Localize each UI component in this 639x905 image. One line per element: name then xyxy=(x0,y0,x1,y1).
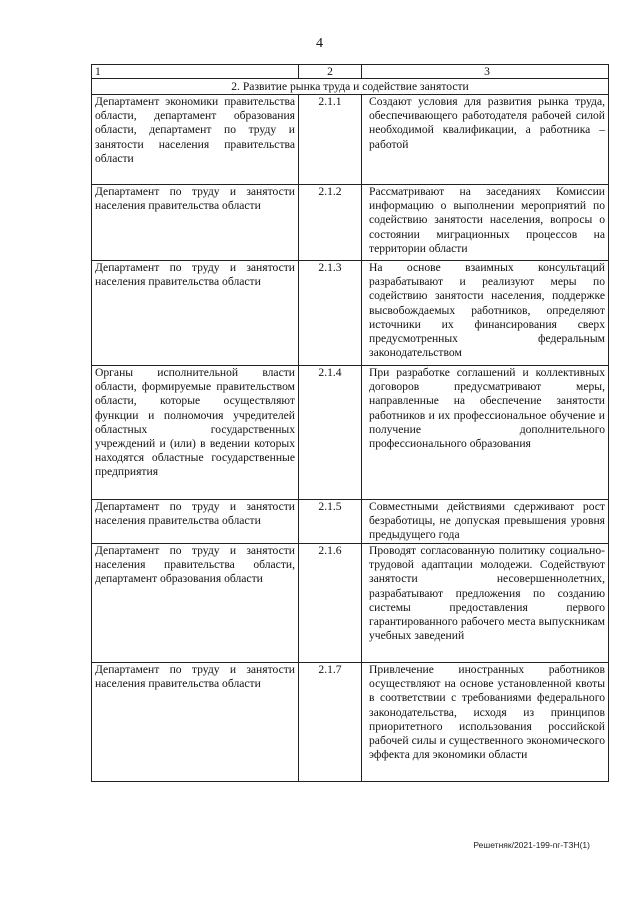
table-row xyxy=(92,500,609,544)
item-text: Рассматривают на заседаниях Комиссии информацию о выполнении мероприятий по содействию занятости населения, вопросы о состоянии миграционных процессов на территории области xyxy=(362,185,609,261)
item-text: Проводят согласованную политику социально-трудовой адаптации молодежи. Содействуют занятости несовершеннолетних, разрабатывают предложения по созданию системы предоставления первого гарантированного рабочего места выпускникам учебных заведений xyxy=(362,544,609,663)
table-row xyxy=(92,261,609,366)
table-header-row xyxy=(92,65,609,79)
item-text: Совместными действиями сдерживают рост безработицы, не допуская превышения уровня предыдущего года xyxy=(362,500,609,544)
item-number: 2.1.1 xyxy=(299,95,362,185)
table-row xyxy=(92,95,609,185)
item-number: 2.1.5 xyxy=(299,500,362,544)
header-cell-2: 2 xyxy=(299,65,362,79)
responsible-org: Департамент по труду и занятости населения правительства области xyxy=(92,663,299,782)
page-number: 4 xyxy=(316,36,323,51)
responsible-org: Департамент по труду и занятости населения правительства области, департамент образования области xyxy=(92,544,299,663)
item-number: 2.1.6 xyxy=(299,544,362,663)
item-text: Привлечение иностранных работников осуществляют на основе установленной квоты в соответствии с требованиями федерального законодательства, исходя из принципов приоритетного использования российской рабочей силы и существенного экономического эффекта для экономики области xyxy=(362,663,609,782)
header-cell-3: 3 xyxy=(362,65,609,79)
item-number: 2.1.3 xyxy=(299,261,362,366)
table-row xyxy=(92,663,609,782)
document-footer-reference: Решетняк/2021-199-пг-ТЗН(1) xyxy=(473,840,590,850)
responsible-org: Департамент экономики правительства области, департамент образования области, департамент по труду и занятости населения правительства области xyxy=(92,95,299,185)
table-row xyxy=(92,185,609,261)
item-number: 2.1.2 xyxy=(299,185,362,261)
responsible-org: Департамент по труду и занятости населения правительства области xyxy=(92,185,299,261)
item-number: 2.1.7 xyxy=(299,663,362,782)
item-text: На основе взаимных консультаций разрабатывают и реализуют меры по содействию занятости населения, поддержке высвобождаемых работников, определяют источники их финансирования сверх предусмотренных федеральным законодательством xyxy=(362,261,609,366)
agreement-table xyxy=(91,64,609,782)
responsible-org: Департамент по труду и занятости населения правительства области xyxy=(92,500,299,544)
table-row xyxy=(92,544,609,663)
table-row xyxy=(92,366,609,500)
section-row xyxy=(92,79,609,95)
section-title: 2. Развитие рынка труда и содействие занятости xyxy=(92,79,609,95)
item-text: При разработке соглашений и коллективных договоров предусматривают меры, направленные на обеспечение занятости работников и их профессиональное обучение и получение дополнительного профессионального образования xyxy=(362,366,609,500)
item-text: Создают условия для развития рынка труда, обеспечивающего работодателя рабочей силой необходимой квалификации, а работника – работой xyxy=(362,95,609,185)
header-cell-1: 1 xyxy=(92,65,299,79)
responsible-org: Органы исполнительной власти области, формируемые правительством области, которые осуществляют функции и полномочия учредителей областных государственных учреждений и (или) в ведении которых находятся областные государственные предприятия xyxy=(92,366,299,500)
item-number: 2.1.4 xyxy=(299,366,362,500)
responsible-org: Департамент по труду и занятости населения правительства области xyxy=(92,261,299,366)
